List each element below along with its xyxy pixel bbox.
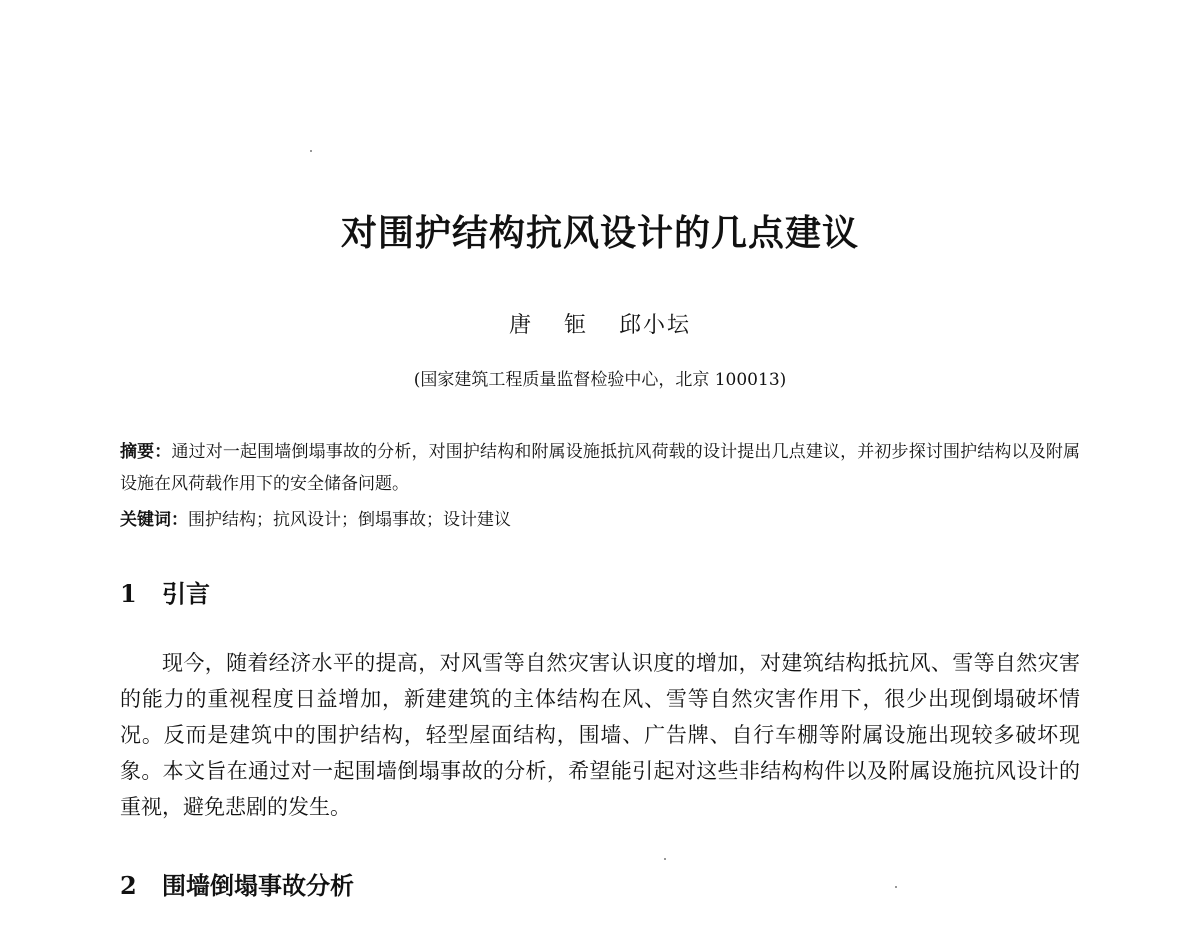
section-heading-wall-collapse (120, 866, 354, 901)
scan-speck (310, 150, 312, 152)
section-title: 围墙倒塌事故分析 (162, 872, 354, 900)
section-title: 引言 (162, 580, 210, 608)
scan-speck (895, 886, 897, 888)
paper-authors: 唐 钷 邱小坛 (509, 313, 691, 338)
keywords-text: 围护结构；抗风设计；倒塌事故；设计建议 (188, 510, 511, 530)
paper-title: 对围护结构抗风设计的几点建议 (340, 213, 859, 254)
keywords (120, 504, 1080, 536)
abstract (120, 436, 1080, 500)
section-number: 2 (120, 871, 137, 900)
abstract-text: 通过对一起围墙倒塌事故的分析，对围护结构和附属设施抵抗风荷载的设计提出几点建议，并初步探讨围护结构以及附属设施在风荷载作用下的安全储备问题。 (120, 442, 1080, 494)
abstract-label: 摘要： (120, 442, 172, 462)
introduction-paragraph: 现今，随着经济水平的提高，对风雪等自然灾害认识度的增加，对建筑结构抵抗风、雪等自然灾害的能力的重视程度日益增加，新建建筑的主体结构在风、雪等自然灾害作用下，很少出现倒塌破坏情况。反而是建筑中的围护结构，轻型屋面结构，围墙、广告牌、自行车棚等附属设施出现较多破坏现象。本文旨在通过对一起围墙倒塌事故的分析，希望能引起对这些非结构构件以及附属设施抗风设计的重视，避免悲剧的发生。 (120, 651, 1080, 819)
paper-affiliation: (国家建筑工程质量监督检验中心，北京 100013) (413, 370, 787, 390)
section-body (120, 645, 1080, 825)
scan-speck (664, 858, 666, 860)
section-heading-introduction (120, 574, 210, 609)
keywords-label: 关键词： (120, 510, 188, 530)
section-number: 1 (120, 579, 137, 608)
